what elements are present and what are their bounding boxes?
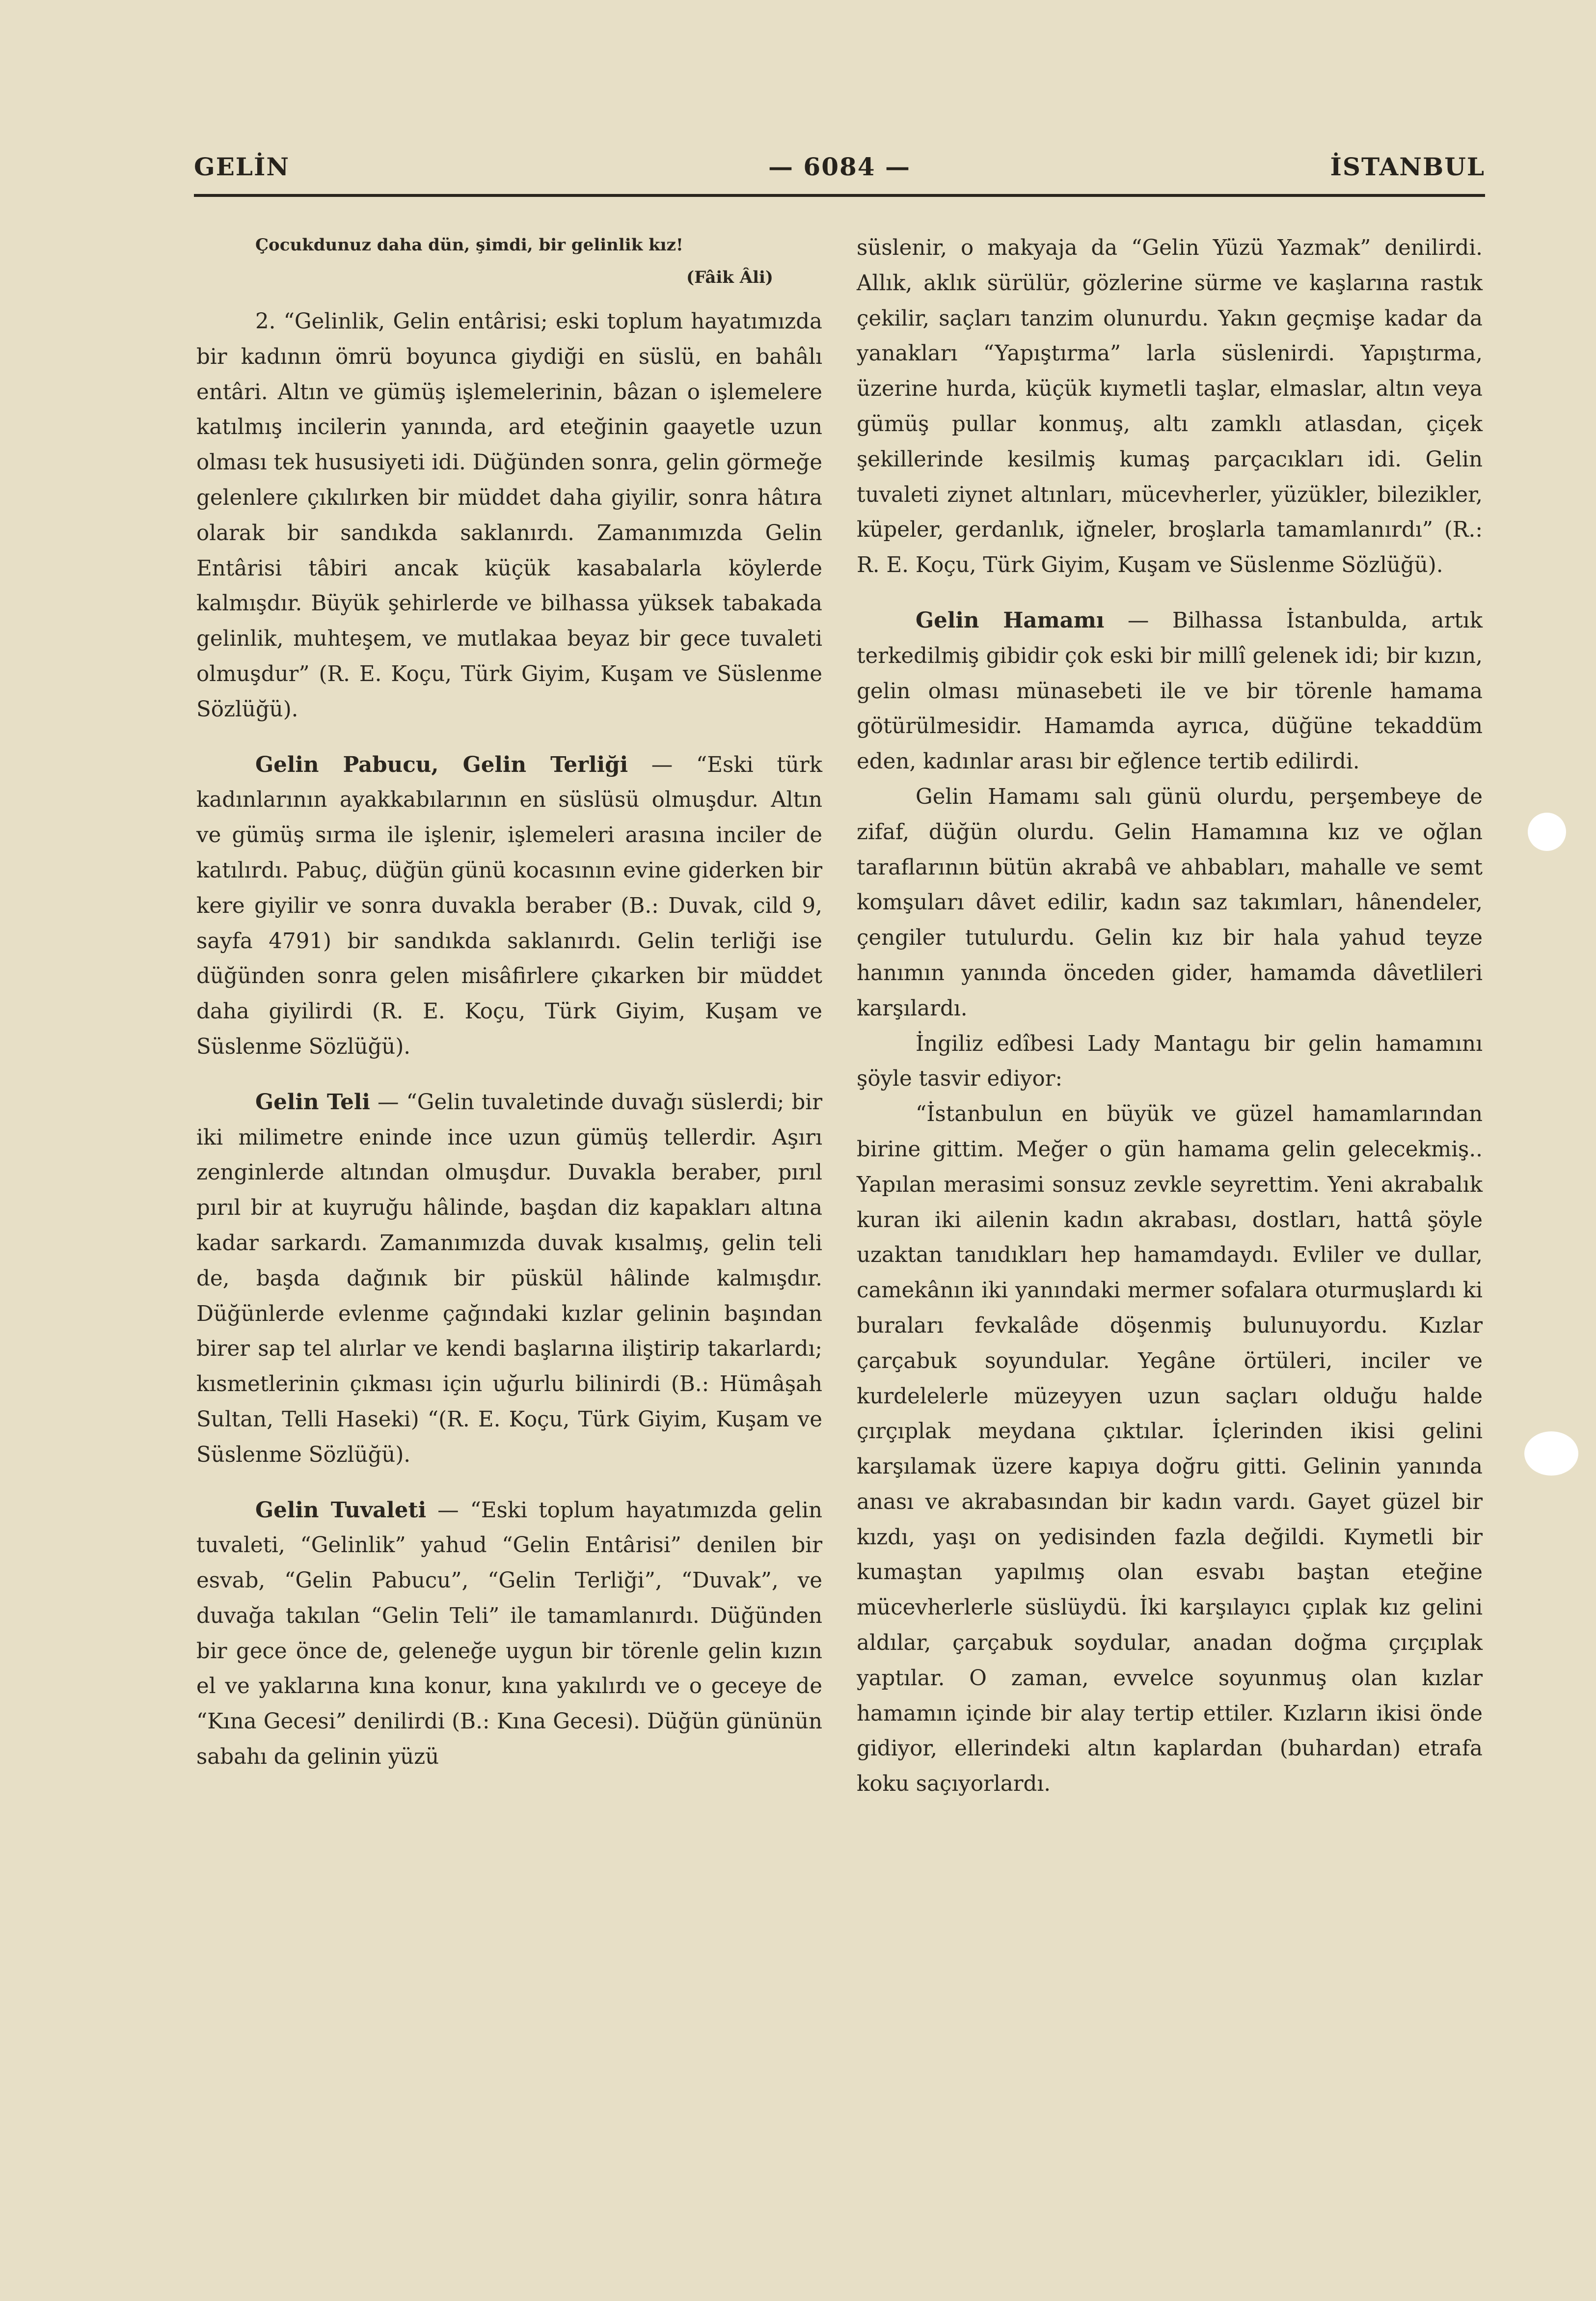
entry-headword: Gelin Tuvaleti: [255, 1497, 427, 1523]
header-rule: [194, 194, 1485, 197]
entry-paragraph: [857, 603, 1483, 780]
entry-paragraph: [196, 304, 822, 728]
running-header: [194, 152, 1485, 192]
entry-paragraph: [196, 1085, 822, 1473]
entry-text: “İstanbulun en büyük ve güzel hamamlarından birine gittim. Meğer o gün hamama gelin gelecekmiş.. Yapılan merasimi sonsuz zevkle seyrettim. Yeni akrabalık kuran iki ailenin kadın akrabası, dostları, hattâ şöyle uzaktan tanıdıkları hep hamamdaydı. Evliler ve dullar, camekânın iki yanındaki mermer sofalara oturmuşlardı ki buraları fevkalâde döşenmiş bulunuyordu. Kızlar çarçabuk soyundular. Yegâne örtüleri, inciler ve kurdelelerle müzeyyen uzun saçları olduğu halde çırçıplak meydana çıktılar. İçlerinden ikisi gelini karşılamak üzere kapıya doğru gitti. Gelinin yanında anası ve akrabasından bir kadın vardı. Gayet güzel bir kızdı, yaşı on yedisinden fazla değildi. Kıymetli bir kumaştan yapılmış olan esvabı baştan eteğine mücevherlerle süslüydü. İki karşılayıcı çıplak kız gelini aldılar, çarçabuk soydular, anadan doğma çırçıplak yaptılar. O zaman, evvelce soyunmuş olan kızlar hamamın içinde bir alay tertip ettiler. Kızların ikisi önde gidiyor, ellerindeki altın kaplardan (buhardan) etrafa koku saçıyorlardı.: [857, 1102, 1483, 1797]
entry-paragraph: [857, 780, 1483, 1027]
binder-hole: [1524, 1431, 1578, 1476]
entry-text: — “Eski türk kadınlarının ayakkabılarının en süslüsü olmuşdur. Altın ve gümüş sırma ile işlenir, işlemeleri arasına inciler de katılırdı. Pabuç, düğün günü kocasının evine giderken bir kere giyilir ve sonra duvakla beraber (B.: Duvak, cild 9, sayfa 4791) bir sandıkda saklanırdı. Gelin terliği ise düğünden sonra gelen misâfirlere çıkarken bir müddet daha giyilirdi (R. E. Koçu, Türk Giyim, Kuşam ve Süslenme Sözlüğü).: [196, 752, 822, 1059]
entry-headword: Gelin Teli: [255, 1089, 370, 1115]
entry-paragraph: [196, 747, 822, 1065]
motto-author: (Fâik Âli): [686, 268, 773, 287]
entry-paragraph: [196, 1493, 822, 1775]
entry-paragraph: [857, 1027, 1483, 1097]
entry-text: İngiliz edîbesi Lady Mantagu bir gelin hamamını şöyle tasvir ediyor:: [857, 1031, 1483, 1092]
entry-text: süslenir, o makyaja da “Gelin Yüzü Yazmak” denilirdi. Allık, aklık sürülür, gözlerine sürme ve kaşlarına rastık çekilir, saçları tanzim olunurdu. Yakın geçmişe kadar da yanakları “Yapıştırma” larla süslenirdi. Yapıştırma, üzerine hurda, küçük kıymetli taşlar, elmaslar, altın veya gümüş pullar konmuş, altı zamklı atlasdan, çiçek şekillerinde kesilmiş kumaş parçacıkları idi. Gelin tuvaleti ziynet altınları, mücevherler, yüzükler, bilezikler, küpeler, gerdanlık, iğneler, broşlarla tamamlanırdı” (R.: R. E. Koçu, Türk Giyim, Kuşam ve Süslenme Sözlüğü).: [857, 236, 1483, 578]
entry-text: — Bilhassa İstanbulda, artık terkedilmiş gibidir çok eski bir millî gelenek idi; bir kızın, gelin olması münasebeti ile ve bir törenle hamama götürülmesidir. Hamamda ayrıca, düğüne tekaddüm eden, kadınlar arası bir eğlence tertib edilirdi.: [857, 608, 1483, 774]
entry-headword: Gelin Pabucu, Gelin Terliği: [255, 752, 628, 777]
binder-hole: [1528, 813, 1566, 851]
entry-paragraph: [857, 231, 1483, 583]
entry-text: Gelin Hamamı salı günü olurdu, perşembeye de zifaf, düğün olurdu. Gelin Hamamına kız ve oğlan taraflarının bütün akrabâ ve ahbabları, mahalle ve semt komşuları dâvet edilir, kadın saz takımları, hânendeler, çengiler tutulurdu. Gelin kız bir hala yahud teyze hanımın yanında önceden gider, hamamda dâvetlileri karşılardı.: [857, 784, 1483, 1021]
page-number: — 6084 —: [768, 152, 911, 181]
motto-quote: Çocukdunuz daha dün, şimdi, bir gelinlik kız!: [255, 235, 683, 255]
left-column: [196, 231, 822, 1775]
header-city-word: İSTANBUL: [1330, 152, 1485, 181]
right-column: [857, 231, 1483, 1802]
entry-text: 2. “Gelinlik, Gelin entârisi; eski toplum hayatımızda bir kadının ömrü boyunca giydiği en süslü, en bahâlı entâri. Altın ve gümüş işlemelerinin, bâzan o işlemelere katılmış incilerin yanında, ard eteğinin gaayetle uzun olması tek hususiyeti idi. Düğünden sonra, gelin görmeğe gelenlere çıkılırken bir müddet daha giyilir, sonra hâtıra olarak bir sandıkda saklanırdı. Zamanımızda Gelin Entârisi tâbiri ancak küçük kasabalarla köylerde kalmışdır. Büyük şehirlerde ve bilhassa yüksek tabakada gelinlik, muhteşem, ve mutlakaa beyaz bir gece tuvaleti olmuşdur” (R. E. Koçu, Türk Giyim, Kuşam ve Süslenme Sözlüğü).: [196, 309, 822, 722]
header-entry-word: GELİN: [194, 152, 290, 181]
entry-paragraph: [857, 1097, 1483, 1802]
entry-headword: Gelin Hamamı: [916, 607, 1105, 633]
entry-text: — “Eski toplum hayatımızda gelin tuvaleti, “Gelinlik” yahud “Gelin Entârisi” denilen bir esvab, “Gelin Pabucu”, “Gelin Terliği”, “Duvak”, ve duvağa takılan “Gelin Teli” ile tamamlanırdı. Düğünden bir gece önce de, geleneğe uygun bir törenle gelin kızın el ve yaklarına kına konur, kına yakılırdı ve o geceye de “Kına Gecesi” denilirdi (B.: Kına Gecesi). Düğün gününün sabahı da gelinin yüzü: [196, 1498, 823, 1770]
entry-text: — “Gelin tuvaletinde duvağı süslerdi; bir iki milimetre eninde ince uzun gümüş tellerdir. Aşırı zenginlerde altından olmuşdur. Duvakla beraber, pırıl pırıl bir at kuyruğu hâlinde, başdan diz kapakları altına kadar sarkardı. Zamanımızda duvak kısalmış, gelin teli de, başda dağınık bir püskül hâlinde kalmışdır. Düğünlerde evlenme çağındaki kızlar gelinin başından birer sap tel alırlar ve kendi başlarına iliştirip takarlardı; kısmetlerinin çıkması için uğurlu bilinirdi (B.: Hümâşah Sultan, Telli Haseki) “(R. E. Koçu, Türk Giyim, Kuşam ve Süslenme Sözlüğü).: [196, 1090, 822, 1467]
